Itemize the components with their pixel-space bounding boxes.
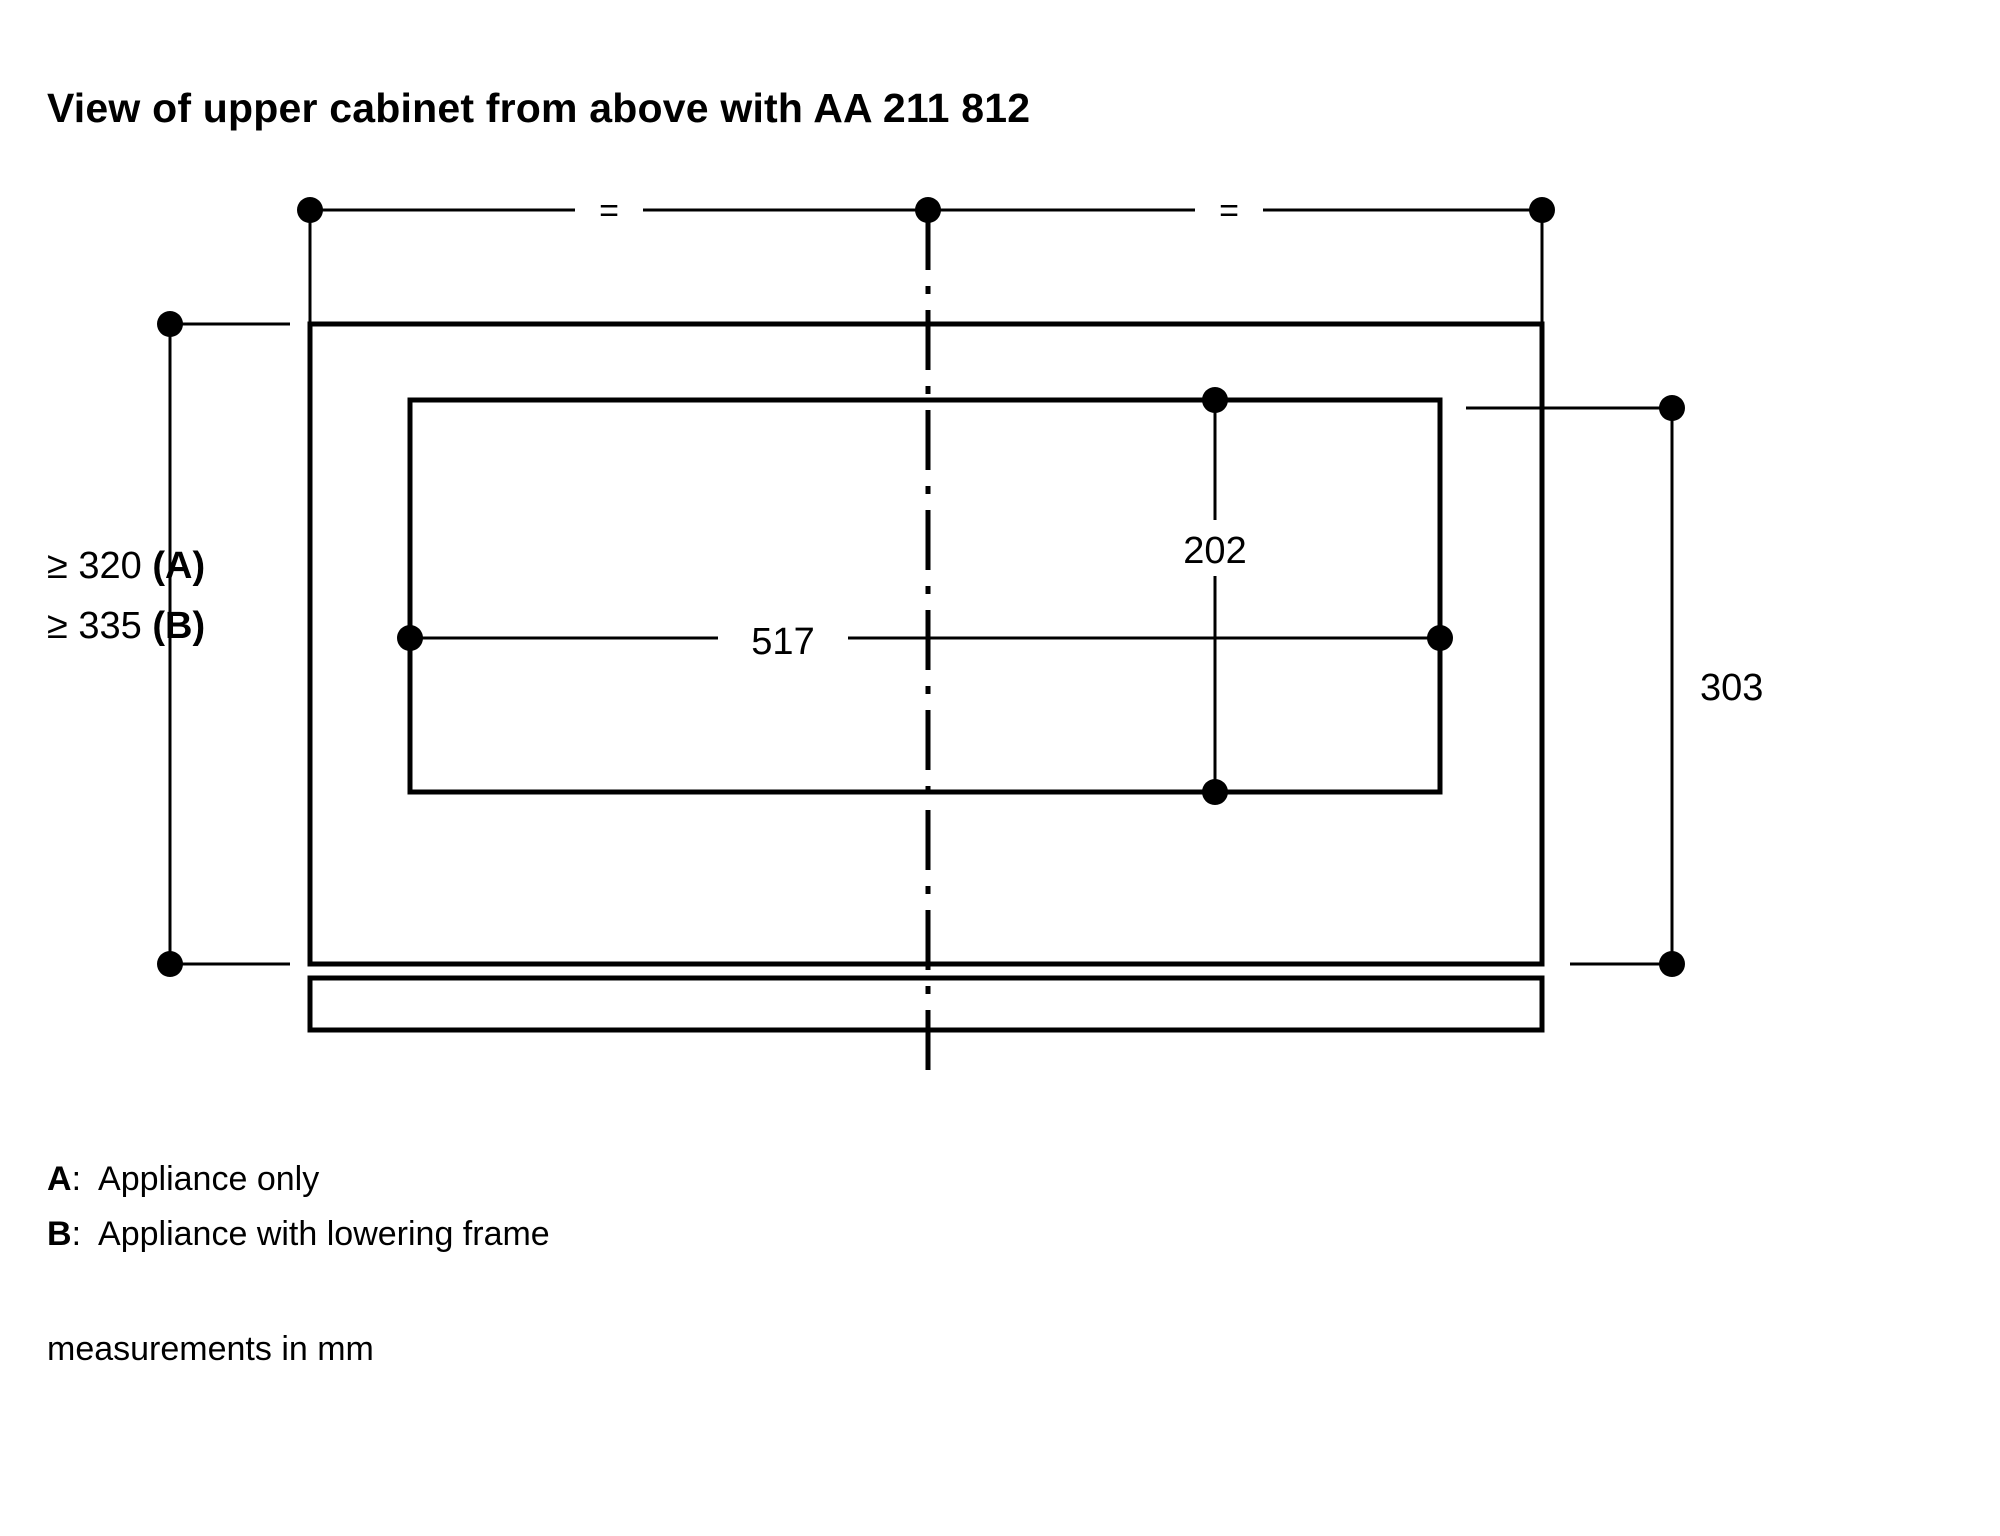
legend-a-text: Appliance only [98, 1160, 320, 1198]
dimension-depth-b-note: (B) [152, 605, 206, 647]
dimension-dot-right-top [1659, 395, 1685, 421]
legend-b-key: B [47, 1215, 72, 1253]
legend-b-text: Appliance with lowering frame [98, 1215, 550, 1253]
dimension-dot-left-bottom [157, 951, 183, 977]
legend-b-separator: : [71, 1215, 82, 1253]
dimension-depth-b-value: ≥ 335 [47, 605, 142, 647]
legend-a-separator: : [71, 1160, 82, 1198]
dimension-dot-offset-bottom [1202, 779, 1228, 805]
dimension-value-517: 517 [751, 621, 815, 663]
legend-units: measurements in mm [47, 1330, 374, 1368]
dimension-dot-left-top [157, 311, 183, 337]
legend-item-a [47, 1160, 319, 1199]
dimension-depth-a-note: (A) [152, 545, 206, 587]
dimension-dot-top-left [297, 197, 323, 223]
legend-a-key: A [47, 1160, 72, 1198]
dimension-dot-width-left [397, 625, 423, 651]
dimension-dot-right-bottom [1659, 951, 1685, 977]
legend-item-b [47, 1215, 550, 1254]
dimension-dot-top-right [1529, 197, 1555, 223]
page-title: View of upper cabinet from above with AA 211 812 [47, 85, 1031, 131]
dimension-value-303: 303 [1700, 667, 1764, 709]
dimension-dot-width-right [1427, 625, 1453, 651]
dimension-depth-a-value: ≥ 320 [47, 545, 142, 587]
equal-mark-left: = [599, 192, 619, 230]
dimension-dot-offset-top [1202, 387, 1228, 413]
dimension-dot-top-center [915, 197, 941, 223]
equal-mark-right: = [1219, 192, 1239, 230]
cutout-outline [410, 400, 1440, 792]
dimension-value-202: 202 [1183, 530, 1247, 572]
